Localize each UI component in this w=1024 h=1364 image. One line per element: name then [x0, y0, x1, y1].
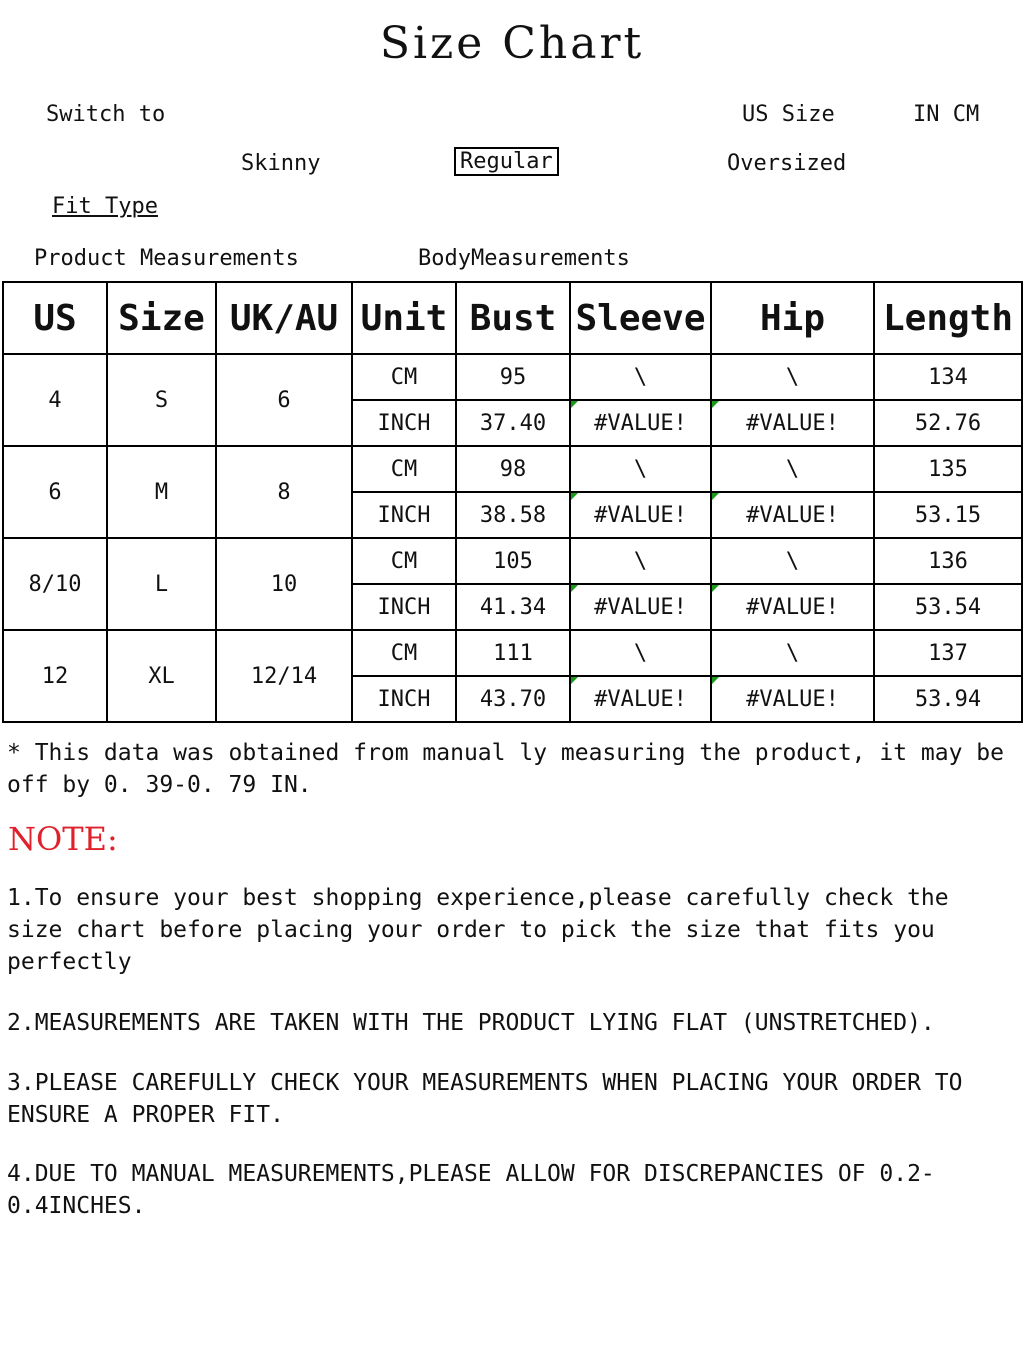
cell-bust: 105	[456, 538, 570, 584]
tab-product-measurements[interactable]: Product Measurements	[34, 246, 299, 271]
header-size: Size	[107, 282, 216, 354]
header-uk-au: UK/AU	[216, 282, 352, 354]
fit-option-skinny[interactable]: Skinny	[241, 151, 321, 176]
cell-sleeve: \	[570, 538, 711, 584]
cell-unit: CM	[352, 538, 456, 584]
note-item-4: 4.DUE TO MANUAL MEASUREMENTS,PLEASE ALLOW FOR DISCREPANCIES OF 0.2-0.4INCHES.	[7, 1161, 935, 1219]
cell-uk-au: 8	[216, 446, 352, 538]
cell-unit: CM	[352, 446, 456, 492]
us-size-selector[interactable]: US Size	[742, 102, 835, 127]
switch-to-label: Switch to	[46, 102, 166, 127]
cell-hip: #VALUE!	[711, 676, 874, 722]
table-row	[3, 538, 1022, 584]
cell-bust: 111	[456, 630, 570, 676]
cell-sleeve: #VALUE!	[570, 676, 711, 722]
cell-hip: \	[711, 630, 874, 676]
fit-type-link[interactable]: Fit Type	[52, 194, 158, 219]
tab-body-measurements[interactable]: BodyMeasurements	[418, 246, 630, 271]
cell-bust: 37.40	[456, 400, 570, 446]
cell-us: 4	[3, 354, 107, 446]
cell-bust: 38.58	[456, 492, 570, 538]
note-item-3: 3.PLEASE CAREFULLY CHECK YOUR MEASUREMENTS WHEN PLACING YOUR ORDER TO ENSURE A PROPER FIT.	[7, 1070, 963, 1128]
cell-unit: INCH	[352, 492, 456, 538]
cell-sleeve: \	[570, 354, 711, 400]
cell-unit: CM	[352, 354, 456, 400]
cell-unit: INCH	[352, 400, 456, 446]
cell-length: 134	[874, 354, 1022, 400]
table-row	[3, 446, 1022, 492]
header-length: Length	[874, 282, 1022, 354]
cell-length: 136	[874, 538, 1022, 584]
cell-sleeve: \	[570, 446, 711, 492]
cell-uk-au: 12/14	[216, 630, 352, 722]
cell-hip: #VALUE!	[711, 400, 874, 446]
cell-unit: CM	[352, 630, 456, 676]
header-sleeve: Sleeve	[570, 282, 711, 354]
cell-bust: 95	[456, 354, 570, 400]
table-row	[3, 630, 1022, 676]
cell-unit: INCH	[352, 676, 456, 722]
cell-bust: 43.70	[456, 676, 570, 722]
cell-unit: INCH	[352, 584, 456, 630]
cell-hip: #VALUE!	[711, 492, 874, 538]
page-title: Size Chart	[379, 18, 645, 69]
table-row	[3, 354, 1022, 400]
size-table	[2, 281, 1023, 723]
cell-sleeve: \	[570, 630, 711, 676]
cell-sleeve: #VALUE!	[570, 584, 711, 630]
measurement-disclaimer: * This data was obtained from manual ly measuring the product, it may be off by 0. 39-0. 79 IN.	[7, 740, 1004, 798]
header-us: US	[3, 282, 107, 354]
cell-bust: 41.34	[456, 584, 570, 630]
header-hip: Hip	[711, 282, 874, 354]
cell-size: L	[107, 538, 216, 630]
cell-hip: \	[711, 538, 874, 584]
header-bust: Bust	[456, 282, 570, 354]
cell-uk-au: 6	[216, 354, 352, 446]
cell-length: 53.54	[874, 584, 1022, 630]
header-unit: Unit	[352, 282, 456, 354]
cell-us: 6	[3, 446, 107, 538]
note-item-2: 2.MEASUREMENTS ARE TAKEN WITH THE PRODUCT LYING FLAT (UNSTRETCHED).	[7, 1010, 935, 1036]
cell-length: 135	[874, 446, 1022, 492]
cell-hip: \	[711, 446, 874, 492]
cell-sleeve: #VALUE!	[570, 492, 711, 538]
note-item-1: 1.To ensure your best shopping experience,please carefully check the size chart before placing your order to pick the size that fits you perfectly	[7, 885, 949, 975]
cell-size: M	[107, 446, 216, 538]
table-header-row	[3, 282, 1022, 354]
cell-size: XL	[107, 630, 216, 722]
cell-length: 52.76	[874, 400, 1022, 446]
cell-length: 137	[874, 630, 1022, 676]
cell-length: 53.15	[874, 492, 1022, 538]
fit-option-oversized[interactable]: Oversized	[727, 151, 847, 176]
fit-option-regular[interactable]: Regular	[454, 147, 559, 176]
cell-us: 12	[3, 630, 107, 722]
cell-hip: \	[711, 354, 874, 400]
cell-us: 8/10	[3, 538, 107, 630]
cell-length: 53.94	[874, 676, 1022, 722]
cell-sleeve: #VALUE!	[570, 400, 711, 446]
cell-uk-au: 10	[216, 538, 352, 630]
unit-toggle[interactable]: IN CM	[913, 102, 980, 127]
note-heading: NOTE:	[8, 820, 118, 858]
cell-hip: #VALUE!	[711, 584, 874, 630]
cell-size: S	[107, 354, 216, 446]
cell-bust: 98	[456, 446, 570, 492]
